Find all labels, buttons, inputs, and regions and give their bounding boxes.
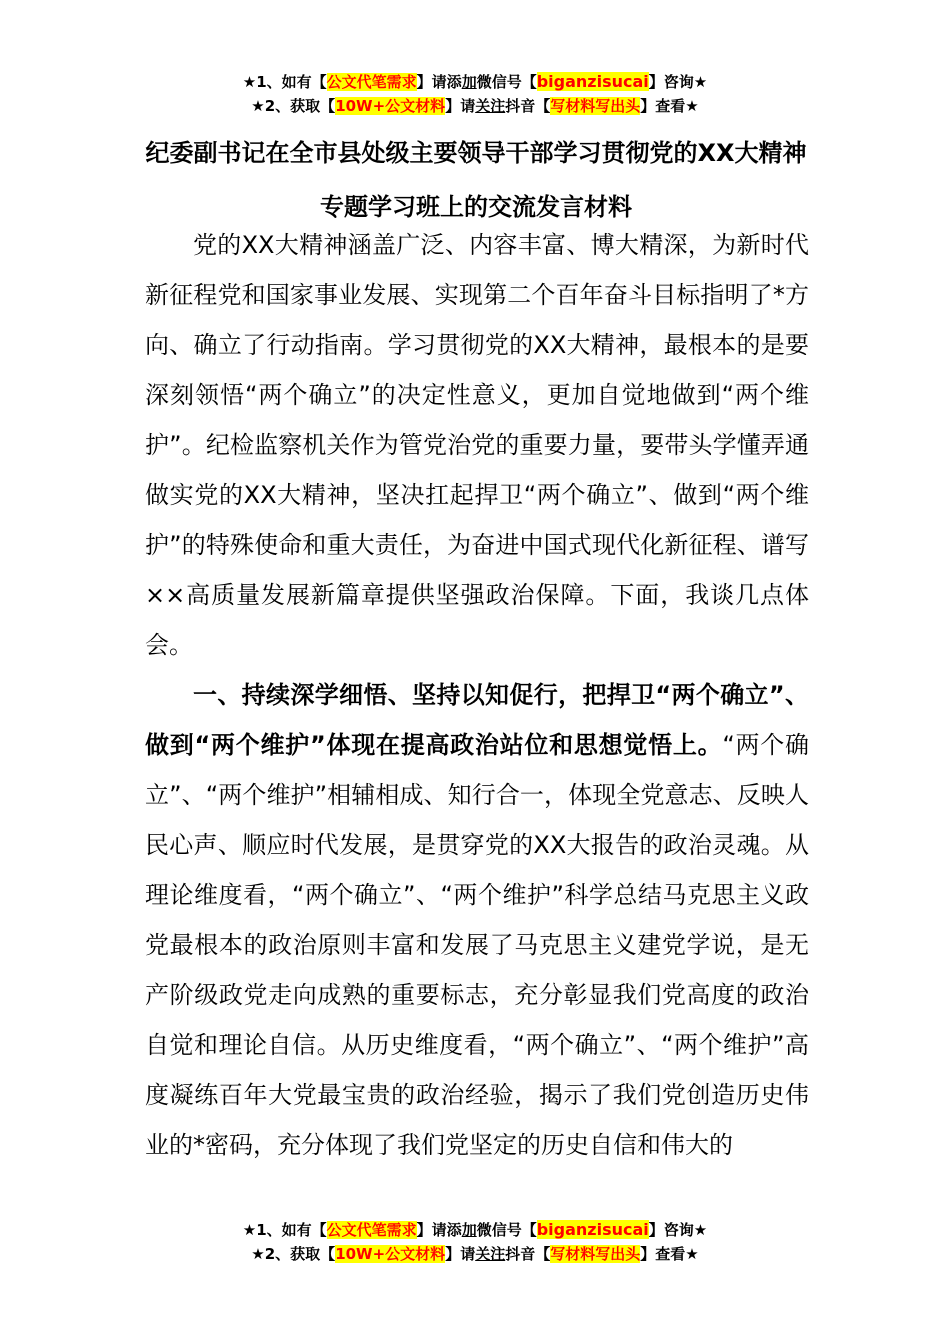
footer-banner	[0, 1218, 950, 1266]
banner-line-1: ★1、如有【公文代笔需求】请添加微信号【biganzisucai】咨询★	[242, 72, 708, 91]
footer-line-1: ★1、如有【公文代笔需求】请添加微信号【biganzisucai】咨询★	[242, 1220, 708, 1239]
highlight-wechat-id: biganzisucai	[536, 1220, 649, 1239]
highlight-materials: 10W+公文材料	[335, 97, 446, 115]
highlight-service: 公文代笔需求	[326, 1221, 417, 1239]
document-body	[145, 220, 809, 1170]
star-icon: ★	[251, 1245, 265, 1263]
section-heading: 一、持续深学细悟、坚持以知促行，把捍卫“两个确立”、做到“两个维护”体现在提高政治站位和思想觉悟上。	[145, 681, 809, 759]
paragraph-section-1	[145, 670, 809, 1170]
highlight-materials: 10W+公文材料	[335, 1245, 446, 1263]
highlight-douyin: 写材料写出头	[550, 97, 641, 115]
star-icon: ★	[251, 97, 265, 115]
header-banner	[0, 70, 950, 118]
highlight-douyin: 写材料写出头	[550, 1245, 641, 1263]
document-title: 纪委副书记在全市县处级主要领导干部学习贯彻党的XX大精神专题学习班上的交流发言材料	[145, 139, 807, 221]
paragraph-intro: 党的XX大精神涵盖广泛、内容丰富、博大精深，为新时代新征程党和国家事业发展、实现第二个百年奋斗目标指明了*方向、确立了行动指南。学习贯彻党的XX大精神，最根本的是要深刻领悟“两个确立”的决定性意义，更加自觉地做到“两个维护”。纪检监察机关作为管党治党的重要力量，要带头学懂弄通做实党的XX大精神，坚决扛起捍卫“两个确立”、做到“两个维护”的特殊使命和重大责任，为奋进中国式现代化新征程、谱写××高质量发展新篇章提供坚强政治保障。下面，我谈几点体会。	[145, 231, 809, 659]
star-icon: ★	[242, 73, 257, 91]
highlight-service: 公文代笔需求	[326, 73, 417, 91]
footer-line-2: ★2、获取【10W+公文材料】请关注抖音【写材料写出头】查看★	[251, 1245, 699, 1263]
section-text: “两个确立”、“两个维护”相辅相成、知行合一，体现全党意志、反映人民心声、顺应时代发展，是贯穿党的XX大报告的政治灵魂。从理论维度看，“两个确立”、“两个维护”科学总结马克思主义政党最根本的政治原则丰富和发展了马克思主义建党学说，是无产阶级政党走向成熟的重要标志，充分彰显我们党高度的政治自觉和理论自信。从历史维度看，“两个确立”、“两个维护”高度凝练百年大党最宝贵的政治经验，揭示了我们党创造历史伟业的*密码，充分体现了我们党坚定的历史自信和伟大的	[145, 731, 810, 1159]
banner-line-2: ★2、获取【10W+公文材料】请关注抖音【写材料写出头】查看★	[251, 97, 699, 115]
star-icon: ★	[242, 1221, 257, 1239]
highlight-wechat-id: biganzisucai	[536, 72, 649, 91]
